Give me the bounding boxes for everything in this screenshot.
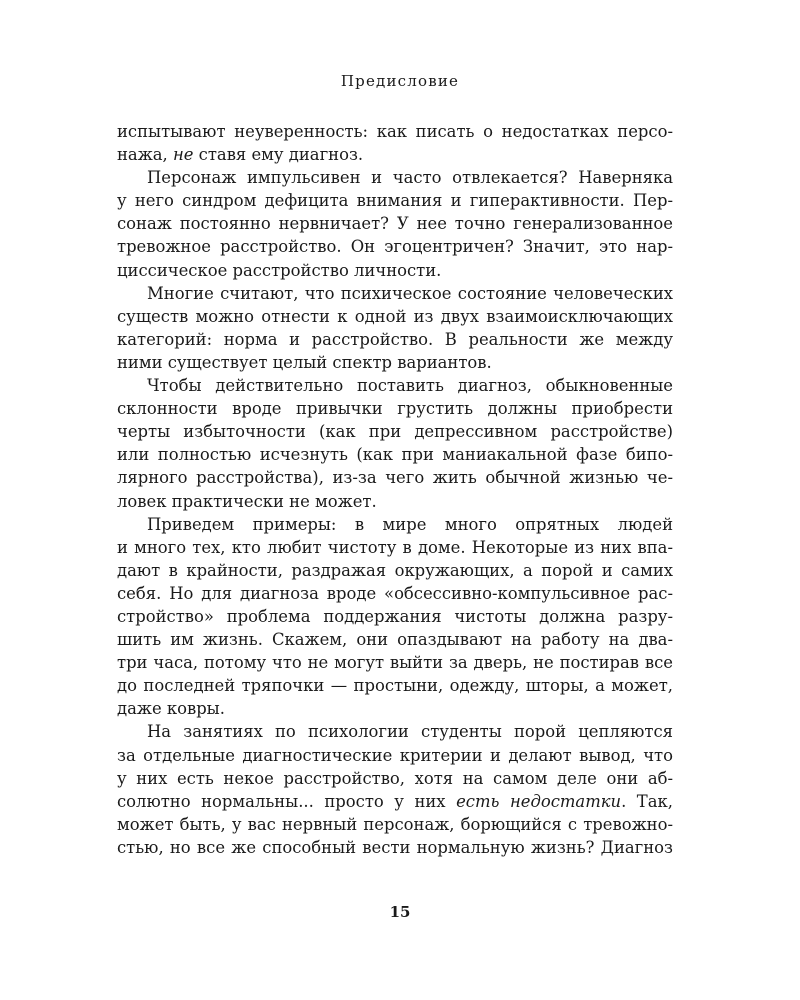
text-line bbox=[117, 697, 673, 720]
text-line bbox=[117, 212, 673, 235]
text-line bbox=[117, 559, 673, 582]
text-line bbox=[117, 767, 673, 790]
text-line bbox=[117, 397, 673, 420]
text-line bbox=[117, 513, 673, 536]
text-run: солютно нормальны... просто у них bbox=[117, 791, 457, 811]
text-run: три часа, потому что не могут выйти за дверь, не постирав все bbox=[117, 653, 673, 673]
text-line bbox=[117, 605, 673, 628]
text-line bbox=[117, 351, 673, 374]
text-line bbox=[117, 189, 673, 212]
text-line bbox=[117, 674, 673, 697]
paragraph bbox=[117, 720, 673, 859]
text-line bbox=[117, 443, 673, 466]
text-line bbox=[117, 466, 673, 489]
page-number: 15 bbox=[389, 903, 411, 921]
paragraph bbox=[117, 282, 673, 374]
text-run: циссическое расстройство личности. bbox=[117, 260, 442, 280]
text-run: черты избыточности (как при депрессивном расстройстве) bbox=[117, 422, 673, 442]
text-run: существ можно отнести к одной из двух взаимоисключающих bbox=[117, 306, 673, 326]
text-run: сонаж постоянно нервничает? У нее точно генерализованное bbox=[117, 214, 673, 234]
text-run: стройство» проблема поддержания чистоты должна разру- bbox=[117, 606, 673, 626]
running-head: Предисловие bbox=[340, 72, 460, 90]
paragraph bbox=[117, 513, 673, 721]
text-run: Приведем примеры: в мире много опрятных людей bbox=[147, 514, 673, 534]
text-run: испытывают неуверенность: как писать о недостатках персо- bbox=[117, 122, 673, 141]
text-line bbox=[117, 259, 673, 282]
text-line bbox=[117, 720, 673, 743]
paragraph bbox=[117, 374, 673, 513]
text-run: у них есть некое расстройство, хотя на самом деле они аб- bbox=[117, 768, 673, 788]
text-run: шить им жизнь. Скажем, они опаздывают на работу на два- bbox=[117, 630, 673, 650]
italic-text: есть недостатки bbox=[456, 791, 622, 811]
text-run: дают в крайности, раздражая окружающих, а порой и самих bbox=[117, 560, 673, 580]
body-text bbox=[117, 120, 673, 859]
paragraph bbox=[117, 166, 673, 281]
text-run: Чтобы действительно поставить диагноз, обыкновенные bbox=[147, 376, 673, 396]
text-line bbox=[117, 305, 673, 328]
italic-text: не bbox=[172, 145, 194, 165]
text-run: за отдельные диагностические критерии и делают вывод, что bbox=[117, 745, 673, 765]
text-run: тревожное расстройство. Он эгоцентричен? Значит, это нар- bbox=[117, 237, 673, 257]
text-line bbox=[117, 143, 673, 166]
text-line bbox=[117, 490, 673, 513]
text-run: до последней тряпочки — простыни, одежду, шторы, а может, bbox=[117, 676, 673, 696]
text-line bbox=[117, 628, 673, 651]
text-run: стью, но все же способный вести нормальную жизнь? Диагноз bbox=[117, 837, 673, 857]
text-line bbox=[117, 374, 673, 397]
text-run: На занятиях по психологии студенты порой цепляются bbox=[147, 722, 673, 742]
text-run: лярного расстройства), из-за чего жить обычной жизнью че- bbox=[117, 468, 673, 488]
text-line bbox=[117, 836, 673, 859]
text-run: Персонаж импульсивен и часто отвлекается? Наверняка bbox=[147, 168, 673, 188]
text-run: ставя ему диагноз. bbox=[193, 145, 364, 165]
text-line bbox=[117, 744, 673, 767]
text-line bbox=[117, 120, 673, 143]
text-run: склонности вроде привычки грустить должны приобрести bbox=[117, 399, 673, 419]
text-run: у него синдром дефицита внимания и гиперактивности. Пер- bbox=[117, 191, 673, 211]
text-line bbox=[117, 328, 673, 351]
text-run: . Так, bbox=[621, 791, 673, 811]
text-line bbox=[117, 282, 673, 305]
text-line bbox=[117, 582, 673, 605]
text-run: ловек практически не может. bbox=[117, 491, 377, 511]
text-run: Многие считают, что психическое состояние человеческих bbox=[147, 283, 673, 303]
paragraph bbox=[117, 120, 673, 166]
text-run: может быть, у вас нервный персонаж, борющийся с тревожно- bbox=[117, 814, 673, 834]
text-run: нажа, bbox=[117, 145, 173, 165]
text-line bbox=[117, 651, 673, 674]
text-run: даже ковры. bbox=[117, 699, 225, 719]
text-run: ними существует целый спектр вариантов. bbox=[117, 352, 492, 372]
text-run: категорий: норма и расстройство. В реальности же между bbox=[117, 329, 673, 349]
text-line bbox=[117, 790, 673, 813]
text-line bbox=[117, 235, 673, 258]
text-run: себя. Но для диагноза вроде «обсессивно-компульсивное рас- bbox=[117, 583, 673, 603]
text-run: или полностью исчезнуть (как при маниакальной фазе бипо- bbox=[117, 445, 673, 465]
text-line bbox=[117, 813, 673, 836]
text-line bbox=[117, 536, 673, 559]
text-line bbox=[117, 420, 673, 443]
text-run: и много тех, кто любит чистоту в доме. Некоторые из них впа- bbox=[117, 537, 673, 557]
text-line bbox=[117, 166, 673, 189]
